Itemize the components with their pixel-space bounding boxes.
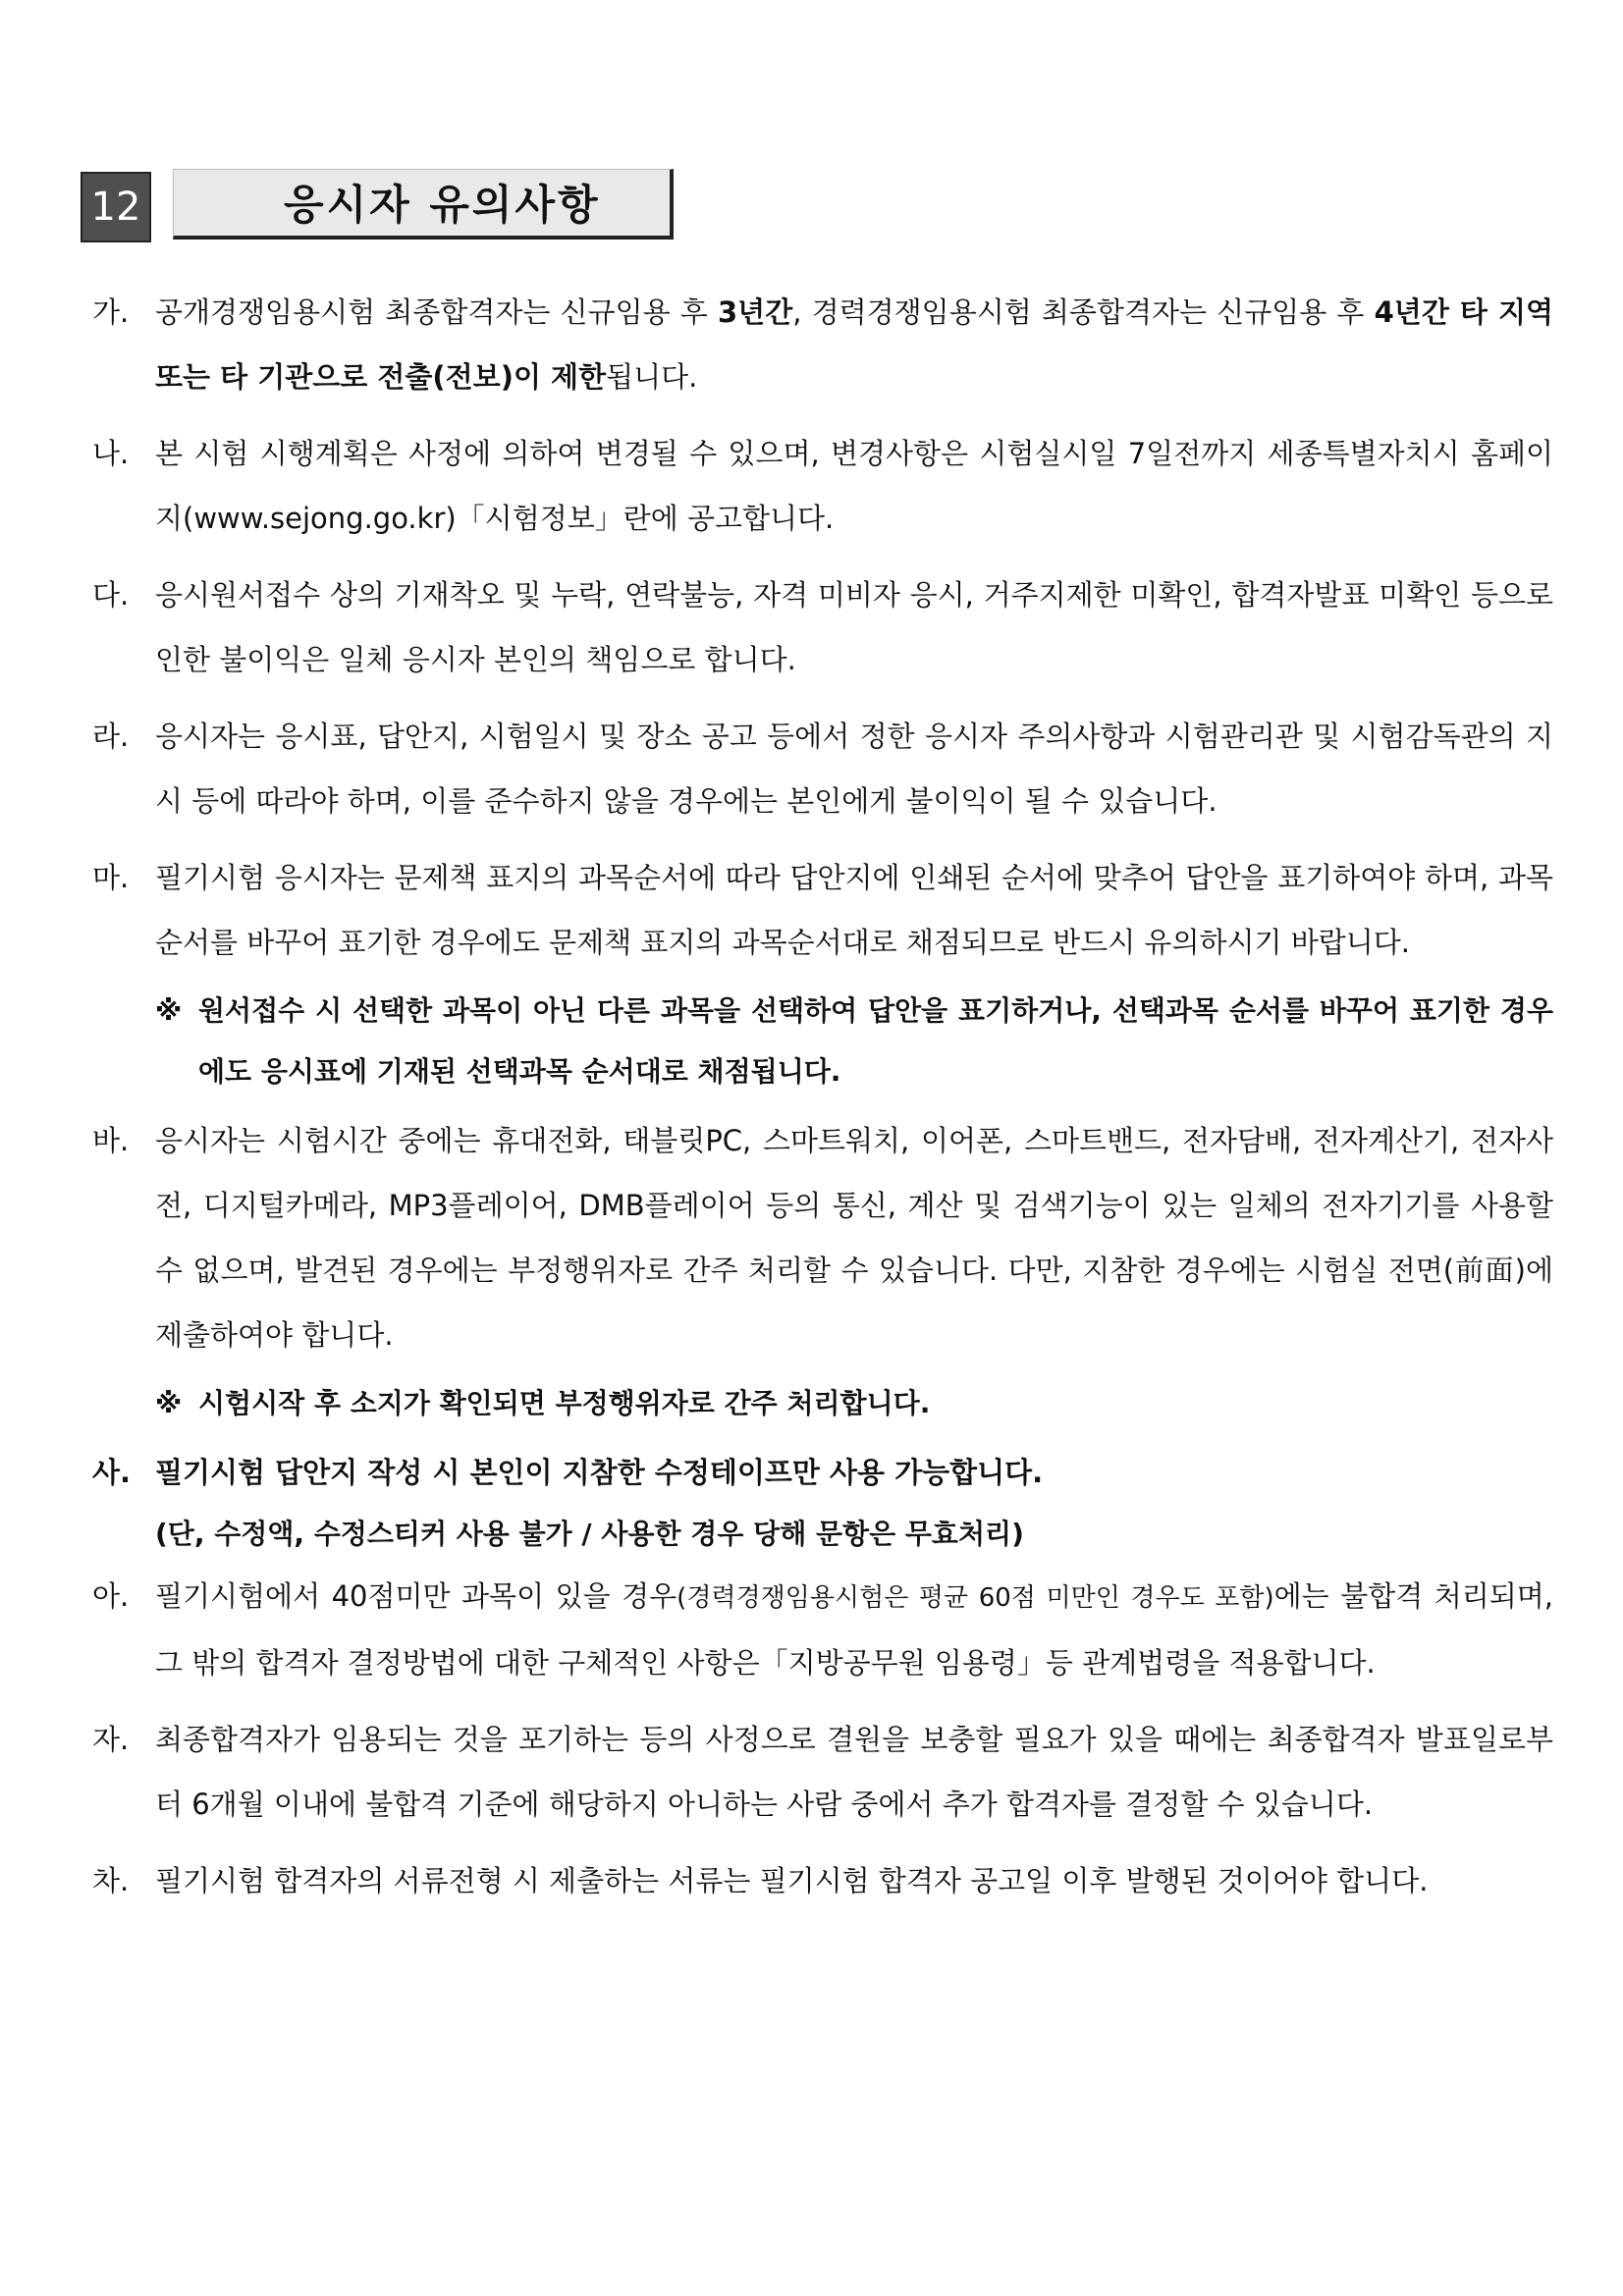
item-text: 응시자는 응시표, 답안지, 시험일시 및 장소 공고 등에서 정한 응시자 주의사항과 시험관리관 및 시험감독관의 지시 등에 따라야 하며, 이를 준수하지 않을 경우에는 본인에게 불이익이 될 수 있습니다.: [155, 720, 1553, 818]
note-ba: [92, 1373, 1553, 1434]
note-text: 시험시작 후 소지가 확인되면 부정행위자로 간주 처리합니다.: [198, 1387, 931, 1419]
item-text: [155, 1564, 1553, 1695]
notice-item-cha: [92, 1848, 1553, 1913]
text-run: 필기시험에서 40점미만 과목이 있을 경우: [155, 1579, 677, 1613]
small-run: (경력경쟁임용시험은 평균 60점 미만인 경우도 포함): [676, 1583, 1274, 1613]
item-marker: 바.: [92, 1124, 130, 1157]
item-marker: 사.: [92, 1456, 132, 1489]
notice-item-ja: [92, 1707, 1553, 1837]
text-run: 됩니다.: [606, 360, 698, 394]
item-text: 필기시험 응시자는 문제책 표지의 과목순서에 따라 답안지에 인쇄된 순서에 맞추어 답안을 표기하여야 하며, 과목순서를 바꾸어 표기한 경우에도 문제책 표지의 과목순서대로 채점되므로 반드시 유의하시기 바랍니다.: [155, 861, 1553, 959]
notice-item-ma: [92, 845, 1553, 975]
notice-list: [92, 280, 1553, 1913]
notice-item-sa: [92, 1440, 1553, 1564]
text-run: 에는 불합격 처리되며, 그 밖의 합격자 결정방법에 대한 구체적인 사항은「지방공무원 임용령」등 관계법령을 적용합니다.: [155, 1579, 1554, 1680]
section-header: [81, 169, 601, 245]
notice-item-na: [92, 421, 1553, 551]
section-number: 12: [81, 172, 151, 242]
note-text: 원서접수 시 선택한 과목이 아닌 다른 과목을 선택하여 답안을 표기하거나, 선택과목 순서를 바꾸어 표기한 경우에도 응시표에 기재된 선택과목 순서대로 채점됩니다.: [198, 994, 1553, 1088]
item-text: 본 시험 시행계획은 사정에 의하여 변경될 수 있으며, 변경사항은 시험실시일 7일전까지 세종특별자치시 홈페이지(www.sejong.go.kr)「시험정보」란에 공고합니다.: [155, 437, 1553, 535]
item-marker: 다.: [92, 578, 130, 612]
text-run: , 경력경쟁임용시험 최종합격자는 신규임용 후: [792, 295, 1375, 329]
text-run: 공개경쟁임용시험 최종합격자는 신규임용 후: [155, 295, 718, 329]
item-marker: 마.: [92, 861, 130, 894]
note-mark: ※: [155, 1387, 183, 1419]
notice-item-da: [92, 562, 1553, 692]
item-text: 필기시험 합격자의 서류전형 시 제출하는 서류는 필기시험 합격자 공고일 이후 발행된 것이어야 합니다.: [155, 1864, 1429, 1897]
item-marker: 나.: [92, 437, 130, 470]
notice-item-a: [92, 1564, 1553, 1695]
notice-item-ba: [92, 1108, 1553, 1367]
item-marker: 라.: [92, 720, 130, 753]
notice-item-ga: [92, 280, 1553, 409]
item-marker: 아.: [92, 1579, 130, 1613]
bold-run: 3년간: [718, 295, 793, 329]
notice-item-ra: [92, 704, 1553, 833]
bold-run: 4년간 타 지역 또는 타 기관으로 전출(전보)이 제한: [155, 295, 1553, 394]
note-mark: ※: [155, 994, 183, 1027]
item-subtext: (단, 수정액, 수정스티커 사용 불가 / 사용한 경우 당해 문항은 무효처리): [155, 1518, 1024, 1550]
item-text: 응시자는 시험시간 중에는 휴대전화, 태블릿PC, 스마트워치, 이어폰, 스마트밴드, 전자담배, 전자계산기, 전자사전, 디지털카메라, MP3플레이어, DMB플레이어 등의 통신, 계산 및 검색기능이 있는 일체의 전자기기를 사용할 수 없으며, 발견된 경우에는 부정행위자로 간주 처리할 수 있습니다. 다만, 지참한 경우에는 시험실 전면(前面)에 제출하여야 합니다.: [155, 1124, 1553, 1352]
item-text: 응시원서접수 상의 기재착오 및 누락, 연락불능, 자격 미비자 응시, 거주지제한 미확인, 합격자발표 미확인 등으로 인한 불이익은 일체 응시자 본인의 책임으로 합니다.: [155, 578, 1553, 676]
item-marker: 가.: [92, 295, 130, 329]
item-marker: 차.: [92, 1864, 130, 1897]
section-title: 응시자 유의사항: [284, 181, 601, 229]
note-ma: [92, 981, 1553, 1102]
item-text: [155, 280, 1553, 409]
section-title-box: [173, 169, 674, 240]
item-text: 필기시험 답안지 작성 시 본인이 지참한 수정테이프만 사용 가능합니다.: [155, 1456, 1044, 1489]
item-text: 최종합격자가 임용되는 것을 포기하는 등의 사정으로 결원을 보충할 필요가 있을 때에는 최종합격자 발표일로부터 6개월 이내에 불합격 기준에 해당하지 아니하는 사람 중에서 추가 합격자를 결정할 수 있습니다.: [155, 1723, 1553, 1821]
item-marker: 자.: [92, 1723, 130, 1756]
